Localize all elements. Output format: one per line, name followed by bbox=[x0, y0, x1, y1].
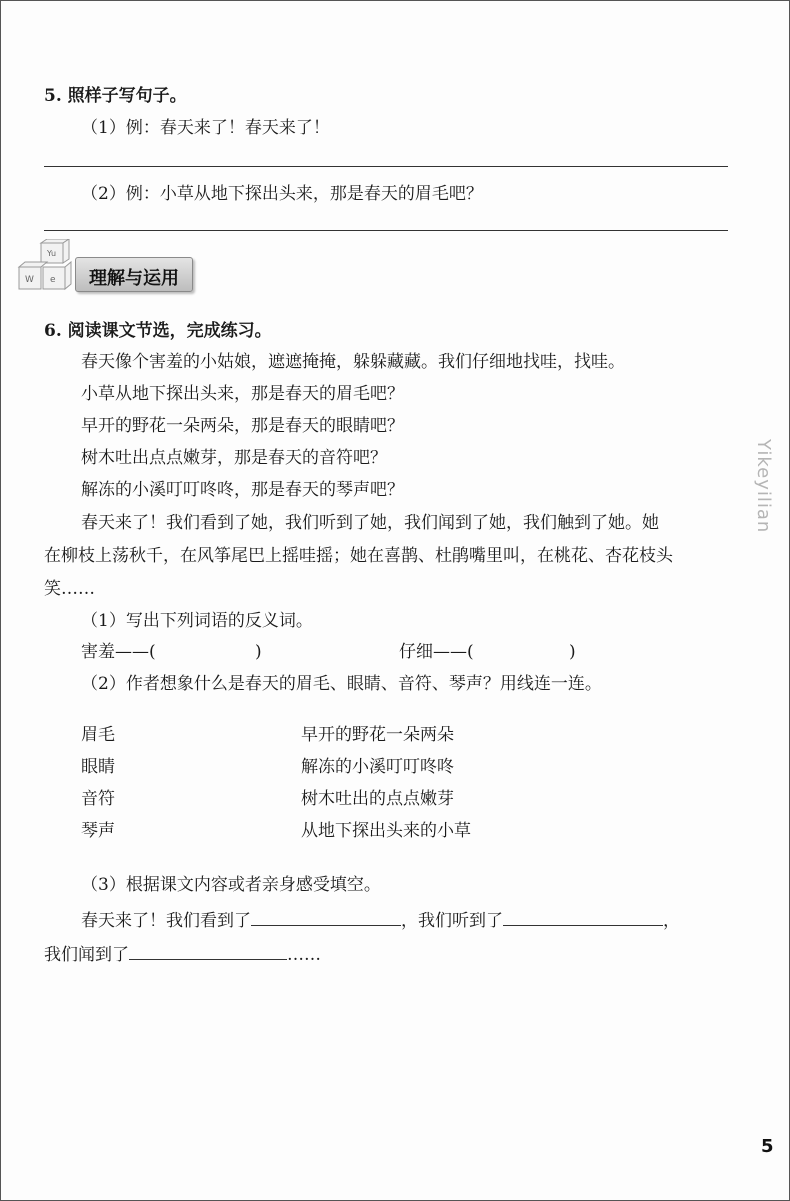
sub3-prompt: （3）根据课文内容或者亲身感受填空。 bbox=[81, 875, 381, 895]
passage-line: 笑…… bbox=[44, 579, 95, 599]
sub1-prompt: （1）写出下列词语的反义词。 bbox=[81, 611, 313, 631]
match-left-item[interactable]: 音符 bbox=[81, 789, 115, 809]
match-right-item[interactable]: 早开的野花一朵两朵 bbox=[301, 725, 454, 745]
antonym-left-close: ) bbox=[255, 642, 262, 662]
q6-title: 6. 阅读课文节选，完成练习。 bbox=[44, 321, 272, 341]
side-watermark-text: Yikeyilian bbox=[753, 439, 774, 534]
passage-line: 春天来了！我们看到了她，我们听到了她，我们闻到了她，我们触到了她。她 bbox=[81, 513, 659, 533]
antonym-right-label: 仔细——( bbox=[399, 642, 474, 662]
q5-item1: （1）例：春天来了！春天来了！ bbox=[81, 118, 330, 138]
cube-letter-3: e bbox=[50, 275, 56, 285]
match-right-item[interactable]: 从地下探出头来的小草 bbox=[301, 821, 471, 841]
fill-blank[interactable] bbox=[503, 907, 663, 926]
match-right-item[interactable]: 解冻的小溪叮叮咚咚 bbox=[301, 757, 454, 777]
sub2-prompt: （2）作者想象什么是春天的眉毛、眼睛、音符、琴声？用线连一连。 bbox=[81, 674, 602, 694]
antonym-left-blank[interactable] bbox=[171, 641, 251, 663]
passage-line: 小草从地下探出头来，那是春天的眉毛吧？ bbox=[81, 384, 404, 404]
antonym-left-label: 害羞——( bbox=[81, 642, 156, 662]
q5-item2: （2）例：小草从地下探出头来，那是春天的眉毛吧？ bbox=[81, 184, 483, 204]
q5-title: 5. 照样子写句子。 bbox=[44, 86, 187, 106]
passage-line: 春天像个害羞的小姑娘，遮遮掩掩，躲躲藏藏。我们仔细地找哇，找哇。 bbox=[81, 352, 625, 372]
section-banner bbox=[75, 257, 193, 292]
cube-letter-2: W bbox=[25, 275, 34, 285]
match-left-item[interactable]: 眉毛 bbox=[81, 725, 115, 745]
passage-line: 在柳枝上荡秋千，在风筝尾巴上摇哇摇；她在喜鹊、杜鹃嘴里叫，在桃花、杏花枝头 bbox=[44, 546, 673, 566]
passage-line: 早开的野花一朵两朵，那是春天的眼睛吧？ bbox=[81, 416, 404, 436]
cube-letter-1: Yu bbox=[47, 249, 57, 258]
fill-line-1 bbox=[81, 907, 680, 932]
passage-line: 树木吐出点点嫩芽，那是春天的音符吧？ bbox=[81, 448, 387, 468]
fill-text: 我们闻到了 bbox=[44, 945, 129, 965]
fill-blank[interactable] bbox=[251, 907, 401, 926]
fill-text: ，我们听到了 bbox=[401, 911, 503, 931]
fill-text: …… bbox=[287, 945, 321, 965]
page-number: 5 bbox=[761, 1136, 774, 1157]
cubes-icon bbox=[17, 239, 79, 299]
antonym-right-close: ) bbox=[569, 642, 576, 662]
match-left-item[interactable]: 眼睛 bbox=[81, 757, 115, 777]
match-left-item[interactable]: 琴声 bbox=[81, 821, 115, 841]
match-right-item[interactable]: 树木吐出的点点嫩芽 bbox=[301, 789, 454, 809]
antonym-right-blank[interactable] bbox=[489, 641, 565, 663]
fill-text: 春天来了！我们看到了 bbox=[81, 911, 251, 931]
passage-line: 解冻的小溪叮叮咚咚，那是春天的琴声吧？ bbox=[81, 480, 404, 500]
section-title: 理解与运用 bbox=[89, 268, 179, 289]
q5-answer-line-1[interactable] bbox=[44, 166, 728, 167]
fill-text: ， bbox=[663, 911, 680, 931]
q5-answer-line-2[interactable] bbox=[44, 230, 728, 231]
fill-line-2 bbox=[44, 941, 321, 966]
fill-blank[interactable] bbox=[129, 941, 287, 960]
